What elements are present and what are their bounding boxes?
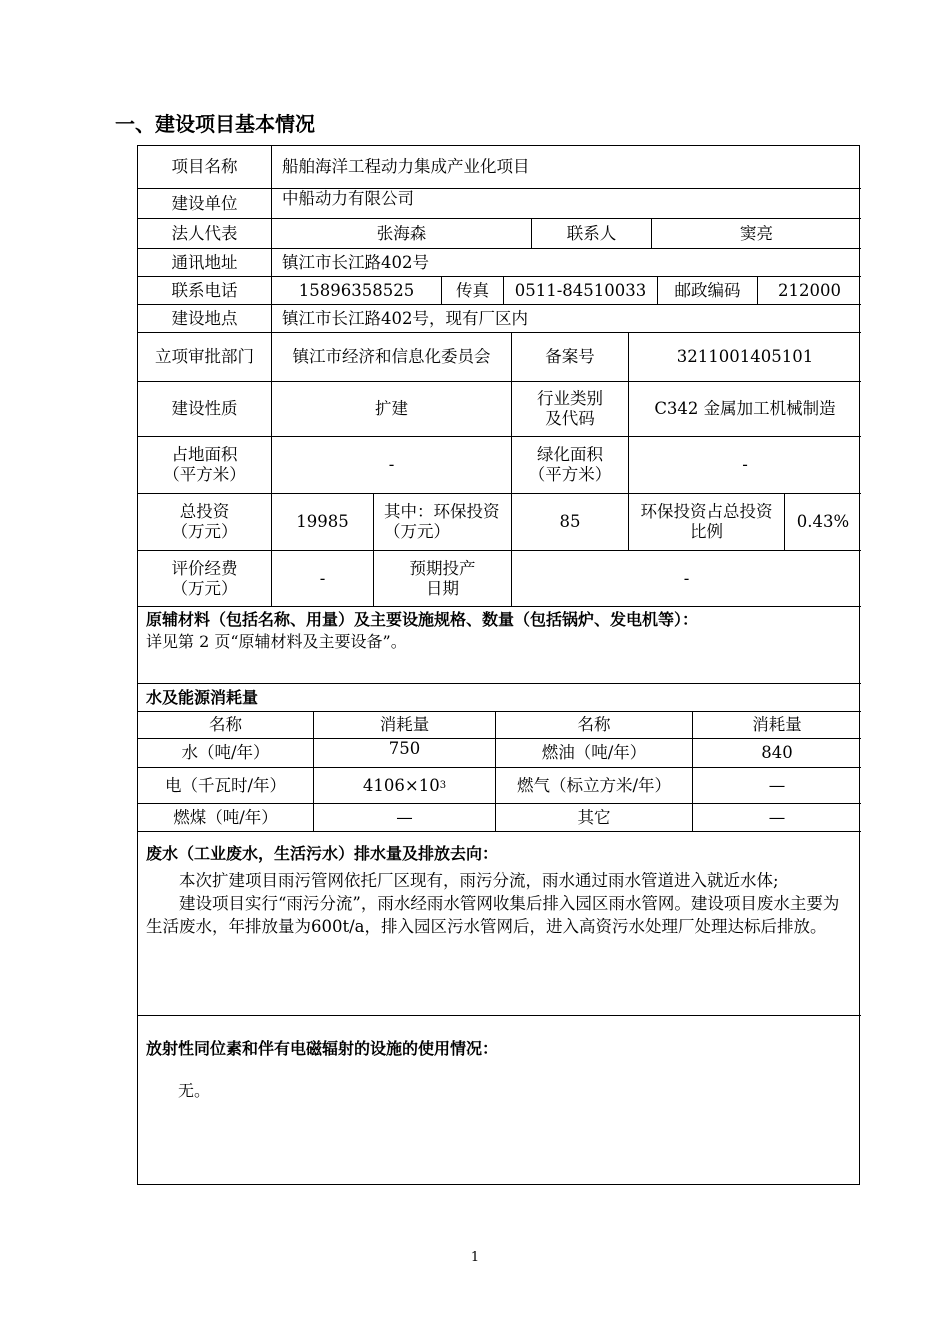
area-value: - <box>272 437 512 494</box>
area-label: 占地面积（平方米） <box>138 437 272 494</box>
energy-header-amount-2: 消耗量 <box>693 712 861 739</box>
energy-gas-value: — <box>693 768 861 804</box>
phone-value: 15896358525 <box>272 277 442 305</box>
phone-label: 联系电话 <box>138 277 272 305</box>
energy-water-label: 水（吨/年） <box>138 739 314 768</box>
site-value: 镇江市长江路402号，现有厂区内 <box>272 305 861 333</box>
legal-rep-label: 法人代表 <box>138 219 272 249</box>
radiation-section <box>138 1016 861 1184</box>
nature-label: 建设性质 <box>138 382 272 437</box>
energy-fuel-oil-label: 燃油（吨/年） <box>496 739 693 768</box>
energy-header-amount-1: 消耗量 <box>314 712 496 739</box>
nature-value: 扩建 <box>272 382 512 437</box>
postcode-value: 212000 <box>758 277 861 305</box>
materials-title: 原辅材料（包括名称、用量）及主要设施规格、数量（包括锅炉、发电机等）： <box>146 610 699 629</box>
eval-fee-label: 评价经费（万元） <box>138 551 272 607</box>
eval-fee-value: - <box>272 551 374 607</box>
unit-value: 中船动力有限公司 <box>272 189 861 219</box>
energy-title <box>138 684 861 712</box>
env-ratio-value: 0.43% <box>785 494 861 551</box>
energy-power-value: 4106×10 3 <box>314 768 496 804</box>
energy-coal-value: — <box>314 804 496 832</box>
contact-label: 联系人 <box>532 219 652 249</box>
env-invest-label: 其中：环保投资（万元） <box>374 494 512 551</box>
invest-value: 19985 <box>272 494 374 551</box>
wastewater-section <box>138 832 861 1016</box>
industry-label: 行业类别及代码 <box>512 382 629 437</box>
wastewater-title: 废水（工业废水，生活污水）排水量及排放去向： <box>146 844 499 863</box>
energy-header-name-1: 名称 <box>138 712 314 739</box>
fax-label: 传真 <box>442 277 504 305</box>
page-number: 1 <box>470 1250 480 1265</box>
energy-coal-label: 燃煤（吨/年） <box>138 804 314 832</box>
unit-label: 建设单位 <box>138 189 272 219</box>
energy-power-base: 4106×10 <box>362 775 440 795</box>
energy-fuel-oil-value: 840 <box>693 739 861 768</box>
energy-header-name-2: 名称 <box>496 712 693 739</box>
energy-other-value: — <box>693 804 861 832</box>
env-invest-value: 85 <box>512 494 629 551</box>
energy-title-text: 水及能源消耗量 <box>146 688 259 707</box>
expected-date-value: - <box>512 551 861 607</box>
radiation-text: 无。 <box>178 1081 211 1100</box>
radiation-title: 放射性同位素和伴有电磁辐射的设施的使用情况： <box>146 1039 499 1058</box>
project-name-value: 船舶海洋工程动力集成产业化项目 <box>272 146 861 189</box>
record-no-value: 3211001405101 <box>629 333 861 382</box>
address-value: 镇江市长江路402号 <box>272 249 861 277</box>
address-label: 通讯地址 <box>138 249 272 277</box>
invest-label: 总投资（万元） <box>138 494 272 551</box>
legal-rep-value: 张海森 <box>272 219 532 249</box>
project-info-table <box>137 145 860 1185</box>
postcode-label: 邮政编码 <box>658 277 758 305</box>
energy-gas-label: 燃气（标立方米/年） <box>496 768 693 804</box>
project-name-label: 项目名称 <box>138 146 272 189</box>
energy-water-value: 750 <box>314 739 496 768</box>
contact-value: 窦亮 <box>652 219 861 249</box>
energy-power-label: 电（千瓦时/年） <box>138 768 314 804</box>
approval-dept-value: 镇江市经济和信息化委员会 <box>272 333 512 382</box>
energy-other-label: 其它 <box>496 804 693 832</box>
expected-date-label: 预期投产日期 <box>374 551 512 607</box>
green-label: 绿化面积（平方米） <box>512 437 629 494</box>
section-heading: 一、建设项目基本情况 <box>115 112 315 136</box>
materials-section <box>138 607 861 684</box>
industry-value: C342 金属加工机械制造 <box>629 382 861 437</box>
green-value: - <box>629 437 861 494</box>
materials-text: 详见第 2 页“原辅材料及主要设备”。 <box>146 632 407 651</box>
fax-value: 0511-84510033 <box>504 277 658 305</box>
wastewater-paragraph-2: 建设项目实行“雨污分流”，雨水经雨水管网收集后排入园区雨水管网。建设项目废水主要为生活废水，年排放量为600t/a，排入园区污水管网后，进入高资污水处理厂处理达标后排放。 <box>146 894 840 936</box>
record-no-label: 备案号 <box>512 333 629 382</box>
env-ratio-label: 环保投资占总投资比例 <box>629 494 785 551</box>
approval-dept-label: 立项审批部门 <box>138 333 272 382</box>
site-label: 建设地点 <box>138 305 272 333</box>
wastewater-paragraph-1: 本次扩建项目雨污管网依托厂区现有，雨污分流，雨水通过雨水管道进入就近水体; <box>179 871 779 890</box>
